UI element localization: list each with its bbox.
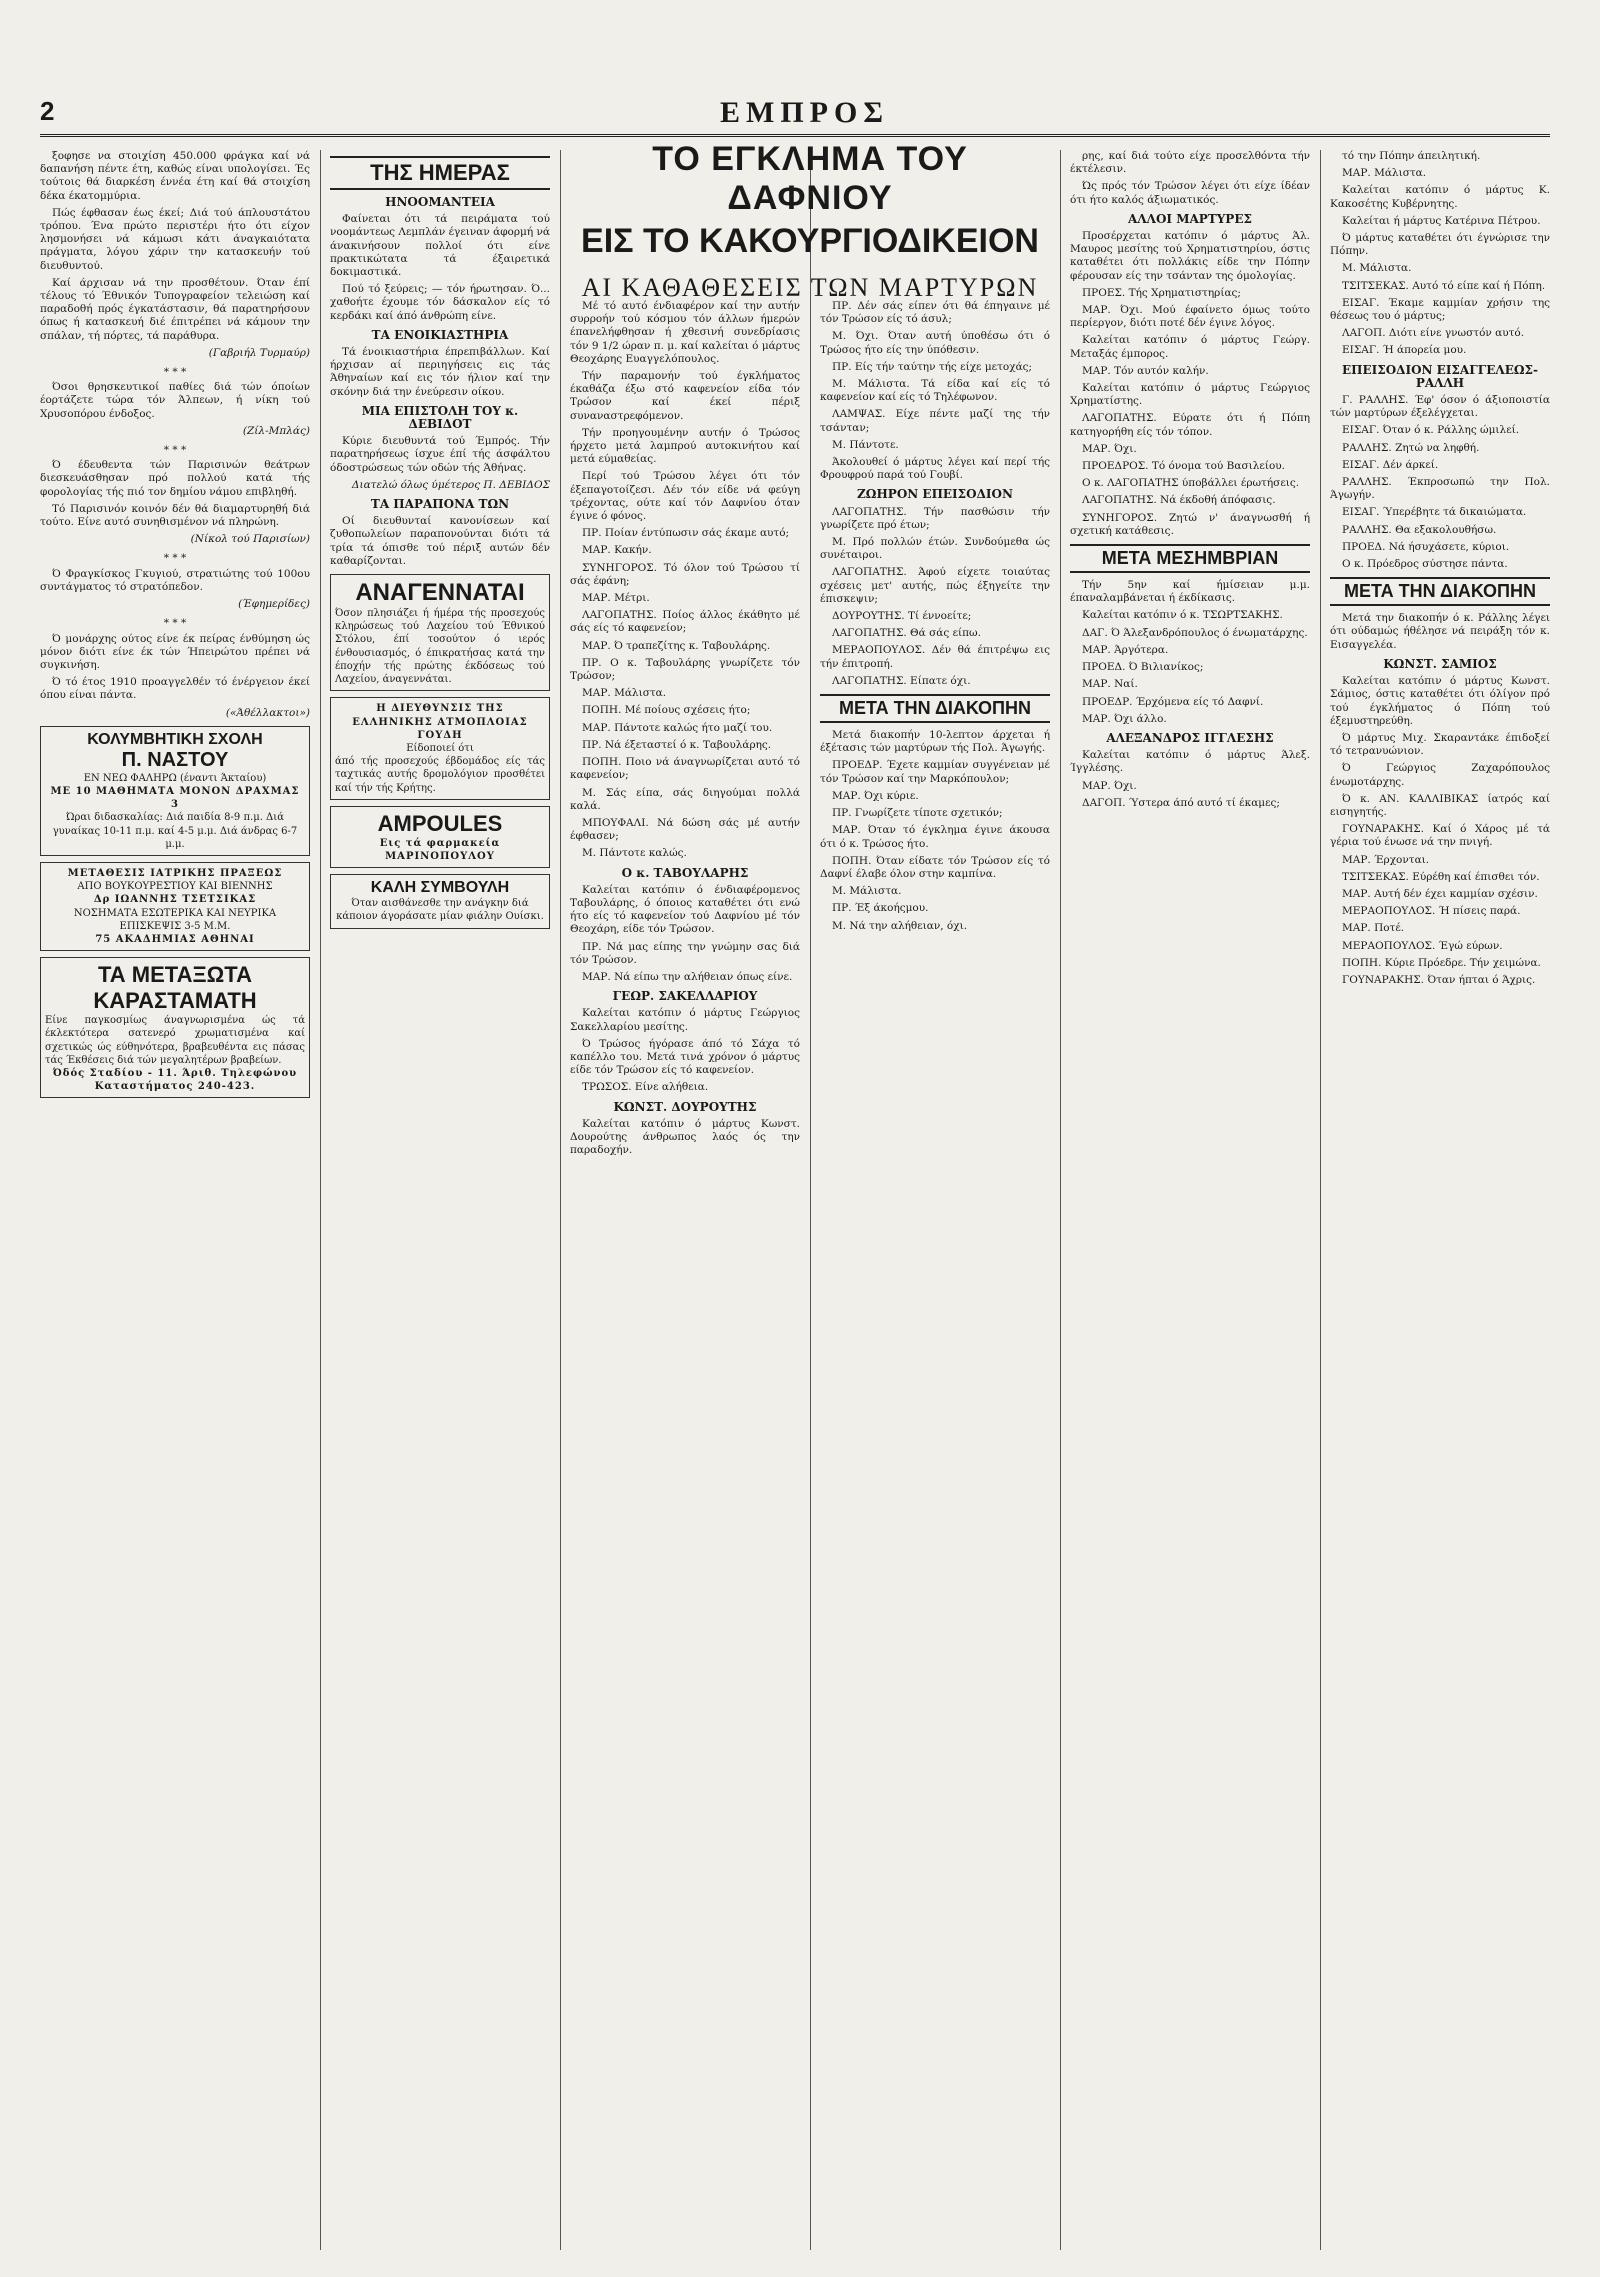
paragraph: Μ. Πάντοτε καλώς.	[582, 847, 687, 860]
column-4	[820, 150, 1050, 2250]
paragraph: Μ. Μάλιστα.	[1342, 262, 1412, 275]
paragraph: ΠΡΟΕΔΡ. Έχετε καμμίαν συγγένειαν μέ τόν Τρώσον καί την Μαρκόπουλον;	[820, 759, 1050, 785]
paragraph: ΜΑΡ. Αυτή δέν έχει καμμίαν σχέσιν.	[1342, 887, 1538, 900]
separator: * * *	[163, 552, 187, 565]
paragraph: ΛΑΓΟΠΑΤΗΣ. Ποίος άλλος έκάθητο μέ σάς είς τό καφενείον;	[570, 609, 800, 635]
item-title: ΤΑ ΕΝΟΙΚΙΑΣΤΗΡΙΑ	[371, 327, 509, 342]
advertisement-lottery	[330, 574, 550, 691]
paragraph: Άκολουθεί ό μάρτυς λέγει καί περί τής Φρουφρού παρά τού Γουβί.	[820, 456, 1050, 482]
paragraph: ΕΙΣΑΓ. Ύπερέβητε τά δικαιώματα.	[1342, 506, 1527, 519]
ad-heading: ΚΑΛΗ ΣΥΜΒΟΥΛΗ	[370, 879, 510, 897]
paragraph: Μ. Πάντοτε.	[832, 438, 899, 451]
paragraph: Προσέρχεται κατόπιν ό μάρτυς Άλ. Μαυρος μεσίτης τού Χρηματιστηρίου, όστις καταθέτει ότι πολλάκις είδε την Πόπην φέρουσαν είς την τσάνταν της όμολογίας.	[1070, 230, 1310, 282]
separator: * * *	[163, 366, 187, 379]
signature: (Νίκολ τού Παρισίων)	[190, 533, 310, 546]
paragraph: ΛΑΓΟΠΑΤΗΣ. Είπατε όχι.	[832, 674, 971, 687]
paragraph: Καλείται ή μάρτυς Κατέρινα Πέτρου.	[1342, 214, 1541, 227]
section-heading: ΜΕΤΑ ΤΗΝ ΔΙΑΚΟΠΗΝ	[820, 694, 1050, 723]
paragraph: ΠΟΠΗ. Όταν είδατε τόν Τρώσον είς τό Δαφνί έλαβε όλον στην καμπίνα.	[820, 854, 1050, 880]
paragraph: ΜΑΡ. Όταν τό έγκλημα έγινε άκουσα ότι ό κ. Τρώσος ήτο.	[820, 824, 1050, 850]
paragraph: Ό μονάρχης ούτος είνε έκ πείρας ένθύμηση ώς μόνον διότι είνε έκ τών Ήπειρώτου πρέπει νά συγκινήση.	[40, 632, 310, 671]
paragraph: Τήν παραμονήν τού έγκλήματος έκαθάζα έξω στό καφενείον είδα τόν Τρώσον καί έκεί πέριξ συναναστρεφόμενον.	[570, 370, 800, 422]
paragraph: ΠΡ. Ο κ. Ταβουλάρης γνωρίζετε τόν Τρώσον;	[570, 656, 800, 683]
paragraph: Μ. Πρό πολλών έτών. Συνδούμεθα ώς συνέταιροι.	[820, 536, 1050, 562]
paragraph: ΜΠΟΥΦΑΛΙ. Νά δώση σάς μέ αυτήν έφθασεν;	[570, 816, 800, 843]
paragraph: Καλείται κατόπιν ό μάρτυς Γεώργιος Σακελλαρίου μεσίτης.	[570, 1007, 800, 1033]
paragraph: Ό Τρώσος ήγόρασε άπό τό Σάχα τό καπέλλο του. Μετά τινά χρόνον ό μάρτυς είδε τόν Τρώσον είς τό καφενείον.	[570, 1037, 800, 1077]
paragraph: ΠΡ. Είς τήν ταύτην τής είχε μετοχάς;	[832, 360, 1033, 373]
paragraph: Φαίνεται ότι τά πειράματα τού νοομάντεως Λεμπλάν έγειναν άφορμή νά άνακινήσουν πολλοί ότι είνε πρακτικώτατα τά έξαιρετικά δοκιμαστικά.	[330, 213, 550, 279]
ad-heading: ΤΑ ΜΕΤΑΞΩΤΑ ΚΑΡΑΣΤΑΜΑΤΗ	[93, 962, 257, 1014]
ad-name: Π. ΝΑΣΤΟΥ	[121, 748, 229, 771]
paragraph: Ό μάρτυς Μιχ. Σκαραντάκε έπιδοξεί τό τετρανυώνιον.	[1330, 731, 1550, 758]
ad-place: ΕΝ ΝΕΩ ΦΑΛΗΡΩ (έναντι Άκταίου)	[83, 772, 267, 784]
paragraph: Καί άρχισαν νά την προσθέτουν. Όταν έπί τέλους τό Έθνικόν Τυπογραφείον τελειώση καί παραδοθή πρός έγκατάστασιν, θά παρατηρήσουν όπως ή κατασκευή διέ έπιτρέπει νά κάμουν την σπάλαν, τή πόρτες, τά παράθυρα.	[40, 276, 310, 342]
signature: (Ζίλ-Μπλάς)	[242, 424, 310, 437]
sub-heading: ΚΩΝΣΤ. ΣΑΜΙΟΣ	[1383, 656, 1497, 671]
page-number: 2	[40, 96, 55, 126]
paragraph: ΣΥΝΗΓΟΡΟΣ. Ζητώ ν' άναγνωσθή ή σχετική κατάθεσις.	[1070, 511, 1310, 537]
paragraph: Πώς έφθασαν έως έκεί; Διά τού άπλουστάτου τρόπου. Ένα πρώτο περιστέρι ήτο ότι είχον λησμονήσει νά κάμωσι κάτι άναγκαιότατα πράγματα, λόγου χάριν την κατασκευήν τού διευθυντού.	[40, 206, 310, 272]
advertisement-swim-school	[40, 726, 310, 856]
headline-line-3: ΑΙ ΚΑΘΑΘΕΣΕΙΣ ΤΩΝ ΜΑΡΤΥΡΩΝ	[581, 273, 1039, 302]
paragraph: ΡΑΛΛΗΣ. Ζητώ να ληφθή.	[1342, 441, 1480, 454]
separator: * * *	[163, 617, 187, 630]
paragraph: ΠΡΟΕΔΡΟΣ. Τό όνομα τού Βασιλείου.	[1082, 460, 1285, 473]
paragraph: ΔΟΥΡΟΥΤΗΣ. Τί έννοείτε;	[832, 610, 972, 623]
paragraph: ΜΑΡ. Ποτέ.	[1342, 922, 1405, 935]
column-divider	[1060, 150, 1061, 2250]
sub-heading: ΕΠΕΙΣΟΔΙΟΝ ΕΙΣΑΓΓΕΛΕΩΣ-ΡΑΛΛΗ	[1341, 362, 1539, 390]
column-5	[1070, 150, 1310, 2250]
paragraph: ΕΙΣΑΓ. Ή άπορεία μου.	[1342, 344, 1467, 357]
paragraph: ΠΡ. Νά έξεταστεί ό κ. Ταβουλάρης.	[582, 738, 772, 751]
paragraph: ΜΑΡ. Μάλιστα.	[1342, 167, 1427, 180]
ad-text: Όσον πλησιάζει ή ήμέρα τής προσεχούς κληρώσεως τού Λαχείου τού Έθνικού Στόλου, έπί τοσούτον ό ιερός ένθουσιασμός, ό έπικρατήσας κατά την έποχήν τής πρώτης έκδόσεως τού Λαχείου, άναγεννάται.	[335, 608, 545, 686]
paragraph: ΔΑΓΟΠ. Ύστερα άπό αυτό τί έκαμες;	[1082, 796, 1280, 809]
paragraph: Καλείται κατόπιν ό μάρτυς Γεώργιος Χρηματίστης.	[1070, 382, 1310, 408]
ad-text: Εις τά φαρμακεία ΜΑΡΙΝΟΠΟΥΛΟΥ	[379, 837, 501, 862]
paragraph: Καλείται κατόπιν ό μάρτυς Κωνστ. Σάμιος, όστις καταθέτει ότι όλίγον πρό τού έγκλήματος ό Πόπη τού έξεμυστηρεύθη.	[1330, 675, 1550, 727]
paragraph: ΠΡΟΕΔΡ. Έρχόμενα είς τό Δαφνί.	[1082, 695, 1264, 708]
paragraph: ΕΙΣΑΓ. Όταν ό κ. Ράλλης ώμιλεί.	[1342, 424, 1520, 437]
masthead-rule	[40, 134, 1550, 137]
paragraph: ΛΑΓΟΠΑΤΗΣ. Θά σάς είπω.	[832, 627, 981, 640]
sub-heading: ΓΕΩΡ. ΣΑΚΕΛΛΑΡΙΟΥ	[612, 989, 758, 1004]
masthead	[40, 96, 1550, 136]
paragraph: ΤΣΙΤΣΕΚΑΣ. Αυτό τό είπε καί ή Πόπη.	[1342, 279, 1546, 292]
section-heading: ΤΗΣ ΗΜΕΡΑΣ	[330, 156, 550, 190]
paragraph: ΓΟΥΝΑΡΑΚΗΣ. Καί ό Χάρος μέ τά γέρια τού ένωσε νά την πνιγή.	[1330, 823, 1550, 849]
paragraph: ΛΑΜΨΑΣ. Είχε πέντε μαζί της τήν τσάνταν;	[820, 408, 1050, 434]
paragraph: ΛΑΓΟΠΑΤΗΣ. Νά έκδοθή άπόφασις.	[1082, 494, 1276, 507]
paragraph: ΜΑΡ. Κακήν.	[582, 544, 652, 557]
paragraph: ΠΡ. Ποίαν έντύπωσιν σάς έκαμε αυτό;	[582, 527, 790, 540]
paragraph: Τό Παρισινόν κοινόν δέν θά διαμαρτυρηθή διά τούτο. Είνε αυτό συνηθισμένον νά πληρώνη.	[40, 502, 310, 529]
paragraph: Καλείται κατόπιν ό κ. ΤΣΩΡΤΣΑΚΗΣ.	[1082, 609, 1283, 622]
paragraph: ΜΑΡ. Έρχονται.	[1342, 853, 1430, 866]
paragraph: ΠΡ. Έξ άκοήςμου.	[832, 902, 929, 915]
headline-line-1: ΤΟ ΕΓΚΛΗΜΑ ΤΟΥ ΔΑΦΝΙΟΥ	[652, 140, 968, 217]
paragraph: Οί διευθυνταί κανονίσεων καί ζυθοπωλείων παραπονούνται διότι τά τρία τά όπισθε τού πέριξ αυτών δέν καθαρίζονται.	[330, 515, 550, 567]
paragraph: ΜΑΡ. Ναί.	[1082, 678, 1138, 691]
paragraph: ΜΑΡ. Νά είπω την αλήθειαν όπως είνε.	[582, 970, 793, 983]
paragraph: ΜΑΡ. Τόν αυτόν καλήν.	[1082, 364, 1209, 377]
paragraph: Καλείται κατόπιν ό μάρτυς Γεώργ. Μεταξάς έμπορος.	[1070, 334, 1310, 360]
paragraph: Ό τό έτος 1910 προαγγελθέν τό ένέργειον έκεί όπου είναι πάντα.	[40, 676, 310, 702]
paragraph: ΜΑΡ. Ό τραπεζίτης κ. Ταβουλάρης.	[582, 639, 771, 652]
ad-text: Ώραι διδασκαλίας: Διά παιδία 8-9 π.μ. Διά γυναίκας 10-11 π.μ. καί 4-5 μ.μ. Διά άνδρας 6-7 μ.μ.	[52, 812, 298, 850]
paragraph: ΜΕΡΑΟΠΟΥΛΟΣ. Έγώ εύρων.	[1342, 939, 1503, 952]
paragraph: ΛΑΓΟΠ. Διότι είνε γνωστόν αυτό.	[1342, 327, 1525, 340]
paragraph: τό την Πόπην άπειλητική.	[1342, 150, 1481, 162]
paragraph: ΤΣΙΤΣΕΚΑΣ. Εύρέθη καί έπισθει τόν.	[1342, 870, 1540, 883]
paragraph: Καλείται κατόπιν ό μάρτυς Κωνστ. Δουρούτης άνθρωπος λαός ός την παραδοχήν.	[570, 1117, 800, 1157]
ad-footer: Όδός Σταδίου - 11. Άριθ. Τηλεφώνου Καταστήματος 240-423.	[52, 1067, 298, 1093]
advertisement-silks	[40, 957, 310, 1098]
paragraph: ΜΑΡ. Άργότερα.	[1082, 643, 1169, 656]
paragraph: Ο κ. Πρόεδρος σύστησε πάντα.	[1342, 558, 1508, 571]
headline-line-2: ΕΙΣ ΤΟ ΚΑΚΟΥΡΓΙΟΔΙΚΕΙΟΝ	[581, 222, 1039, 260]
advertisement-advice	[330, 874, 550, 928]
ad-heading: AMPOULES	[377, 810, 503, 836]
article-body	[820, 300, 1050, 933]
paragraph: ΜΑΡ. Όχι.	[1082, 779, 1137, 792]
paragraph: Γ. ΡΑΛΛΗΣ. Έφ' όσον ό άξιοποιστία τών μαρτύρων έξελέγχεται.	[1330, 394, 1550, 420]
paragraph: Μ. Σάς είπα, σάς διηγούμαι πολλά καλά.	[570, 786, 800, 812]
paragraph: Ώς πρός τόν Τρώσον λέγει ότι είχε ίδέαν ότι ήτο καλός άξιωματικός.	[1070, 180, 1310, 206]
paragraph: Μ. Όχι. Όταν αυτή ύποθέσω ότι ό Τρώσος ήτο είς την ύπόθεσιν.	[820, 330, 1050, 356]
ad-sub: Είδοποιεί ότι	[406, 742, 474, 754]
signature: Διατελώ όλως ύμέτερος Π. ΔΕΒΙΔΟΣ	[351, 478, 550, 491]
paragraph: ΛΑΓΟΠΑΤΗΣ. Εύρατε ότι ή Πόπη κατηγορήθη είς τόν τόπον.	[1070, 412, 1310, 438]
signature: (Γαβριήλ Τυρμαύρ)	[208, 346, 310, 359]
ad-text: Όταν αισθάνεσθε την ανάγκην διά κάποιον άγοράσατε μίαν φιάλην Ουίσκι.	[336, 898, 544, 923]
paragraph: Τήν 5ην καί ήμίσειαν μ.μ. έπαναλαμβάνεται ή έκδίκασις.	[1070, 579, 1310, 605]
paragraph: ΡΑΛΛΗΣ. Έκπροσωπώ την Πολ. Άγωγήν.	[1330, 476, 1550, 502]
article-body	[570, 300, 800, 1157]
advertisement-ampoules	[330, 806, 550, 868]
ad-address: 75 ΑΚΑΔΗΜΙΑΣ ΑΘΗΝΑΙ	[95, 933, 255, 945]
paragraph: ΜΕΡΑΟΠΟΥΛΟΣ. Δέν θά έπιτρέψω εις τήν έπιτροπή.	[820, 644, 1050, 670]
ad-text: άπό τής προσεχούς έβδομάδος είς τάς ταχτικάς αυτής δρομολόγιον προσθέτει καί τήν τής Κρήτης.	[335, 756, 545, 794]
item-title: ΗΝΟΟΜΑΝΤΕΙΑ	[385, 195, 495, 209]
sub-heading: ΖΩΗΡΟΝ ΕΠΕΙΣΟΔΙΟΝ	[857, 487, 1013, 502]
paragraph: ΔΑΓ. Ό Άλεξανδρόπουλος ό ένωματάρχης.	[1082, 626, 1308, 639]
ad-heading: Η ΔΙΕΥΘΥΝΣΙΣ ΤΗΣ ΕΛΛΗΝΙΚΗΣ ΑΤΜΟΠΛΟΙΑΣ ΓΟΥΔΗ	[352, 703, 528, 741]
paragraph: Περί τού Τρώσου λέγει ότι τόν έξεπαγοτοίζεσι. Δέν τόν είδε νά φεύγη τρέχοντας, ούτε καί τόν Δαφνίου όταν έγινε ό φόνος.	[570, 470, 800, 523]
paragraph: Ό μάρτυς καταθέτει ότι έγνώρισε την Πόπην.	[1330, 232, 1550, 258]
ad-text: Είνε παγκοσμίως άναγνωρισμένα ώς τά έκλεκτότερα σατενερό χρωματισμένα καί σχετικώς ώς εύθηνότερα, βραβευθέντα εις πάσας τάς Έκθέσεις διά τών μεγαλητέρων βραβείων.	[45, 1015, 305, 1066]
sub-heading: ΑΛΛΟΙ ΜΑΡΤΥΡΕΣ	[1128, 211, 1252, 226]
paragraph: Κύριε διευθυντά τού Έμπρός. Τήν παρατηρήσεως ίσχυε έπί τής άσφάλτου όδοστρώσεως τών οδών τής Άθήνας.	[330, 435, 550, 474]
paragraph: ΡΑΛΛΗΣ. Θα εξακολουθήσω.	[1342, 523, 1497, 536]
paragraph: ΠΡΟΕΔ. Ό Βιλιανίκος;	[1082, 661, 1204, 674]
paragraph: ξοφησε να στοιχίση 450.000 φράγκα καί νά δαπανήση πέντε έτη, καθώς είναι υπολογίσει. Ές τούτοις θά διαρκέση έννέα έτη καί θά στοιχίση δέκα έκατομμύρια.	[40, 150, 310, 202]
paragraph: ΠΟΠΗ. Ποιο νά άναγνωρίζεται αυτό τό καφενείον;	[570, 756, 800, 782]
paragraph: Μετά διακοπήν 10-λεπτον άρχεται ή έξέτασις τών μαρτύρων τής Πολ. Άγωγής.	[820, 729, 1050, 755]
column-divider	[320, 150, 321, 2250]
ad-sub: ΑΠΟ ΒΟΥΚΟΥΡΕΣΤΙΟΥ ΚΑΙ ΒΙΕΝΝΗΣ	[77, 881, 273, 893]
paragraph: ΜΕΡΑΟΠΟΥΛΟΣ. Ή πίσεις παρά.	[1342, 905, 1521, 918]
column-divider	[1320, 150, 1321, 2250]
signature: (Έφημερίδες)	[238, 598, 310, 611]
paragraph: ρης, καί διά τούτο είχε προσελθόντα τήν έκτέλεσιν.	[1070, 150, 1310, 176]
paragraph: ΜΑΡ. Πάντοτε καλώς ήτο μαζί του.	[582, 721, 773, 734]
ad-name: Δρ ΙΩΑΝΝΗΣ ΤΣΕΤΣΙΚΑΣ	[93, 894, 257, 906]
paragraph: ΠΡ. Νά μας είπης την γνώμην σας διά τόν Τρώσον.	[570, 940, 800, 966]
paragraph: ΓΟΥΝΑΡΑΚΗΣ. Όταν ήπται ό Άχρις.	[1342, 973, 1536, 986]
paragraph: Ό κ. ΑΝ. ΚΑΛΛΙΒΙΚΑΣ ίατρός καί εισηγητής.	[1330, 792, 1550, 818]
sub-heading: ΑΛΕΞΑΝΔΡΟΣ ΙΓΓΛΕΣΗΣ	[1106, 730, 1274, 745]
column-2	[330, 150, 550, 2250]
ad-heading: ΜΕΤΑΘΕΣΙΣ ΙΑΤΡΙΚΗΣ ΠΡΑΞΕΩΣ	[67, 867, 283, 879]
paragraph: ΣΥΝΗΓΟΡΟΣ. Τό όλον τού Τρώσου τί σάς έφάνη;	[570, 561, 800, 587]
paragraph: ΠΟΠΗ. Μέ ποίους σχέσεις ήτο;	[582, 704, 751, 717]
paragraph: ΠΡΟΕΣ. Τής Χρηματιστηρίας;	[1082, 286, 1241, 299]
paragraph: ΜΑΡ. Όχι άλλο.	[1082, 712, 1167, 725]
section-heading: ΜΕΤΑ ΤΗΝ ΔΙΑΚΟΠΗΝ	[1330, 577, 1550, 606]
advertisement-doctor	[40, 862, 310, 951]
item-title: ΜΙΑ ΕΠΙΣΤΟΛΗ ΤΟΥ κ. ΔΕΒΙΔΟΤ	[361, 403, 519, 432]
paragraph: Τήν προηγουμένην αυτήν ό Τρώσος ήρχετο μετά λαμπρού αυτοκινήτου καί μετά εύμαθείας.	[570, 426, 800, 466]
paragraph: Όσοι θρησκευτικοί παθίες διά τών όποίων έορτάζετε τώρα τόν Άλπεων, ή νίκη τού Χρυσοπόρου ένδοξος.	[40, 381, 310, 420]
paragraph: ΜΑΡ. Όχι κύριε.	[832, 789, 919, 802]
column-divider	[560, 150, 561, 2250]
column-1	[40, 150, 310, 2250]
advertisement-shipping	[330, 697, 550, 799]
paragraph: ΛΑΓΟΠΑΤΗΣ. Άφού είχετε τοιαύτας σχέσεις μετ' αυτής, πώς έξηγείτε την έπισκεψιν;	[820, 566, 1050, 605]
paragraph: ΜΑΡ. Όχι. Μού έφαίνετο όμως τούτο περίεργον, διότι ποτέ δέν έγινε λόγος.	[1070, 304, 1310, 330]
paragraph: ΕΙΣΑΓ. Δέν άρκεί.	[1342, 458, 1439, 471]
paragraph: Πού τό ξεύρεις; — τόν ήρωτησαν. Ό... χαθοήτε έχουμε τόν δάσκαλον είς τό κερδάκι καί άπό άνθρώπη είνε.	[330, 283, 550, 322]
paragraph: ΠΡΟΕΔ. Νά ήσυχάσετε, κύριοι.	[1342, 540, 1510, 553]
separator: * * *	[163, 444, 187, 457]
paragraph: ΜΑΡ. Μέτρι.	[582, 592, 650, 605]
section-heading: ΜΕΤΑ ΜΕΣΗΜΒΡΙΑΝ	[1070, 544, 1310, 573]
paragraph: ΠΡ. Γνωρίζετε τίποτε σχετικόν;	[832, 807, 1003, 820]
paragraph: ΜΑΡ. Μάλιστα.	[582, 687, 667, 700]
sub-heading: ΚΩΝΣΤ. ΔΟΥΡΟΥΤΗΣ	[613, 1099, 757, 1114]
column-divider	[810, 150, 811, 2250]
paragraph: Μ. Μάλιστα. Τά είδα καί είς τό καφενείον καί είς τό Τηλέφωνον.	[820, 378, 1050, 404]
paragraph: Μ. Μάλιστα.	[832, 885, 902, 898]
paragraph: Καλείται κατόπιν ό ένδιαφέρομενος Ταβουλάρης, ό όποιος καταθέτει ότι ενώ ήτο είς τό καφενείον τού Δαφνίου μέ τόν Θεοχάρη, είδε τόν Τρώσον.	[570, 883, 800, 936]
paragraph: Ό έδευθεντα τών Παρισινών θεάτρων διεσκευάσθησαν πρό πολλού κατά τής φορολογίας τής πιό τον δημίου νάμου επιβληθή.	[40, 459, 310, 498]
paragraph: Καλείται κατόπιν ό μάρτυς Κ. Κακοσέτης Κυβέρνητης.	[1330, 184, 1550, 210]
ad-line: ΜΕ 10 ΜΑΘΗΜΑΤΑ ΜΟΝΟΝ ΔΡΑΧΜΑΣ 3	[50, 785, 300, 811]
column-3	[570, 150, 800, 2250]
paragraph: Ό Γεώργιος Ζαχαρόπουλος ένωμοτάρχης.	[1330, 762, 1550, 788]
signature: («Άθέλλακτοι»)	[225, 706, 310, 719]
paragraph: Ό Φραγκίσκος Γκυγιού, στρατιώτης τού 100ου συντάγματος τό στρατόπεδον.	[40, 567, 310, 593]
paragraph: Μετά την διακοπήν ό κ. Ράλλης λέγει ότι ούδαμώς ήθέλησε νά πειράξη τόν κ. Εισαγγελέα.	[1330, 612, 1550, 651]
ad-text: ΝΟΣΗΜΑΤΑ ΕΣΩΤΕΡΙΚΑ ΚΑΙ ΝΕΥΡΙΚΑ ΕΠΙΣΚΕΨΙΣ 3-5 Μ.Μ.	[73, 907, 277, 932]
ad-heading: ΑΝΑΓΕΝΝΑΤΑΙ	[355, 579, 525, 607]
paragraph: Καλείται κατόπιν ό μάρτυς Άλεξ. Ίγγλέσης.	[1070, 749, 1310, 775]
newspaper-title: ΕΜΠΡΟΣ	[720, 96, 889, 129]
paragraph: ΕΙΣΑΓ. Έκαμε καμμίαν χρήσιν της θέσεως του ό μάρτυς;	[1330, 296, 1550, 323]
ad-heading: ΚΟΛΥΜΒΗΤΙΚΗ ΣΧΟΛΗ	[87, 730, 263, 748]
item-title: ΤΑ ΠΑΡΑΠΟΝΑ ΤΩΝ	[370, 497, 510, 512]
sub-heading: Ο κ. ΤΑΒΟΥΛΑΡΗΣ	[621, 865, 749, 880]
paragraph: ΠΡ. Δέν σάς είπεν ότι θά έπηγαινε μέ τόν Τρώσον είς τό άσυλ;	[820, 300, 1050, 326]
paragraph: Τά ένοικιαστήρια έπρεπιβάλλων. Καί ήρχισαν αί περιηγήσεις εις τάς Άθηναίων καί εις τόν ήλιον καί την σκόνην διά την ένεύρεσιν οίκου.	[330, 346, 550, 398]
paragraph: ΜΑΡ. Όχι.	[1082, 442, 1137, 455]
paragraph: Ο κ. ΛΑΓΟΠΑΤΗΣ ύποβάλλει έρωτήσεις.	[1082, 477, 1300, 490]
paragraph: ΤΡΩΣΟΣ. Είνε αλήθεια.	[582, 1081, 709, 1094]
paragraph: Μέ τό αυτό ένδιαφέρον καί την αυτήν συρροήν τού κόσμου τόν άλλων ήμερών έπανελήφθησαν ή χθεσινή συνεδρίασις τόν 9 1/2 ώραν π. μ. καί καλείται ό μάρτυς Θεοχάρης Ευαγγελόπουλος.	[570, 300, 800, 365]
paragraph: Μ. Νά την αλήθειαν, όχι.	[832, 919, 968, 932]
paragraph: ΛΑΓΟΠΑΤΗΣ. Τήν πασθώσιν τήν γνωρίζετε πρό έτων;	[820, 505, 1050, 531]
paragraph: ΠΟΠΗ. Κύριε Πρόεδρε. Τήν χειμώνα.	[1342, 956, 1541, 969]
column-6	[1330, 150, 1550, 2250]
